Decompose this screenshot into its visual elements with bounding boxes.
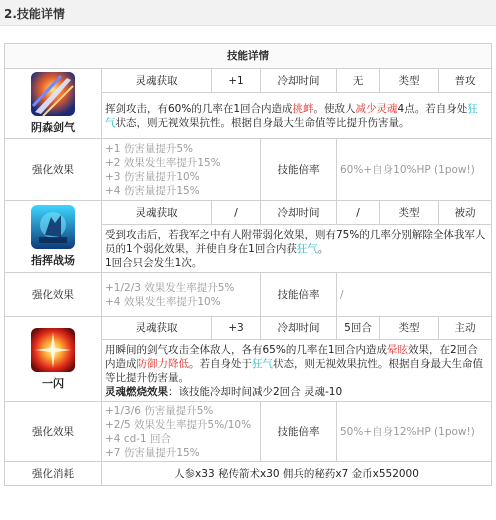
shadow-sword-qi-icon bbox=[31, 72, 75, 116]
soul-burn-text: ：该技能冷却时间减少2回合 灵魂-10 bbox=[168, 385, 343, 398]
cooldown-label: 冷却时间 bbox=[261, 201, 337, 225]
skill-detail-table bbox=[4, 43, 492, 486]
skill-description: 用瞬间的剑气攻击全体敌人，各有65%的几率在1回合内造成晕眩效果，在2回合内造成防御力降低。若自身处于狂气状态，则无视效果抗性。根据自身最大生命值等比提升伤害量。 灵魂燃烧效果：该技能冷却时间减少2回合 灵魂-10 bbox=[102, 340, 492, 402]
list-item: +7 伤害量提升15% bbox=[105, 446, 200, 459]
flash-strike-icon bbox=[31, 328, 75, 372]
keyword-frenzy: 狂气 bbox=[296, 242, 318, 255]
cooldown-label: 冷却时间 bbox=[261, 69, 337, 93]
skill-description: 受到攻击后，若我军之中有人附带弱化效果，则有75%的几率分别解除全体我军人员的1个弱化效果，并使自身在1回合内获狂气。 1回合只会发生1次。 bbox=[102, 225, 492, 273]
keyword-taunt: 挑衅 bbox=[292, 102, 314, 115]
keyword-soul-reduce: 减少灵魂 bbox=[355, 102, 398, 115]
skill-name: 阴森剑气 bbox=[31, 121, 75, 134]
skill-rate-value: 50%+自身12%HP (1pow!) bbox=[337, 402, 492, 462]
keyword-frenzy: 狂气 bbox=[105, 102, 478, 129]
list-item: +1/2/3 效果发生率提升5% bbox=[105, 281, 235, 294]
type-label: 类型 bbox=[380, 201, 439, 225]
keyword-frenzy: 狂气 bbox=[252, 357, 273, 370]
keyword-stun: 晕眩 bbox=[387, 343, 409, 356]
cooldown-label: 冷却时间 bbox=[261, 317, 337, 340]
list-item: +4 伤害量提升15% bbox=[105, 184, 200, 197]
section-title: 2.技能详情 bbox=[4, 7, 65, 21]
skill-cell-1 bbox=[5, 69, 102, 139]
skill-cell-3 bbox=[5, 317, 102, 402]
soul-label: 灵魂获取 bbox=[102, 69, 212, 93]
type-value: 被动 bbox=[439, 201, 492, 225]
cooldown-value: / bbox=[337, 201, 380, 225]
list-item: +3 伤害量提升10% bbox=[105, 170, 200, 183]
enhance-cost-label: 强化消耗 bbox=[5, 462, 102, 486]
skill-rate-label: 技能倍率 bbox=[261, 139, 337, 201]
list-item: +4 cd-1 回合 bbox=[105, 432, 172, 445]
type-value: 普攻 bbox=[439, 69, 492, 93]
soul-label: 灵魂获取 bbox=[102, 201, 212, 225]
cooldown-value: 5回合 bbox=[337, 317, 380, 340]
enhance-effect-label: 强化效果 bbox=[5, 402, 102, 462]
type-value: 主动 bbox=[439, 317, 492, 340]
enhance-effect-label: 强化效果 bbox=[5, 273, 102, 317]
command-battlefield-icon bbox=[31, 205, 75, 249]
skill-rate-value: / bbox=[337, 273, 492, 317]
soul-value: +1 bbox=[212, 69, 261, 93]
list-item: +2 效果发生率提升15% bbox=[105, 156, 221, 169]
keyword-defense-down: 防御力降低 bbox=[136, 357, 189, 370]
enhance-cost-value: 人参x33 秘传箭术x30 佣兵的秘药x7 金币x552000 bbox=[102, 462, 492, 486]
table-title: 技能详情 bbox=[5, 44, 492, 69]
soul-label: 灵魂获取 bbox=[102, 317, 212, 340]
type-label: 类型 bbox=[380, 69, 439, 93]
soul-value: +3 bbox=[212, 317, 261, 340]
enhance-effect-list bbox=[102, 273, 261, 317]
skill-rate-value: 60%+自身10%HP (1pow!) bbox=[337, 139, 492, 201]
list-item: +1/3/6 伤害量提升5% bbox=[105, 404, 214, 417]
skill-rate-label: 技能倍率 bbox=[261, 273, 337, 317]
skill-rate-label: 技能倍率 bbox=[261, 402, 337, 462]
skill-name: 一闪 bbox=[42, 376, 64, 390]
enhance-effect-label: 强化效果 bbox=[5, 139, 102, 201]
soul-value: / bbox=[212, 201, 261, 225]
enhance-effect-list bbox=[102, 402, 261, 462]
skill-cell-2 bbox=[5, 201, 102, 273]
type-label: 类型 bbox=[380, 317, 439, 340]
cooldown-value: 无 bbox=[337, 69, 380, 93]
skill-name: 指挥战场 bbox=[31, 254, 75, 267]
enhance-effect-list bbox=[102, 139, 261, 201]
list-item: +4 效果发生率提升10% bbox=[105, 295, 221, 308]
list-item: +1 伤害量提升5% bbox=[105, 142, 193, 155]
skill-description: 挥剑攻击，有60%的几率在1回合内造成挑衅。使敌人减少灵魂4点。若自身处狂气状态，则无视效果抗性。根据自身最大生命值等比提升伤害量。 bbox=[102, 93, 492, 139]
list-item: +2/5 效果发生率提升5%/10% bbox=[105, 418, 252, 431]
soul-burn-label: 灵魂燃烧效果 bbox=[105, 385, 168, 398]
section-header bbox=[0, 0, 496, 26]
